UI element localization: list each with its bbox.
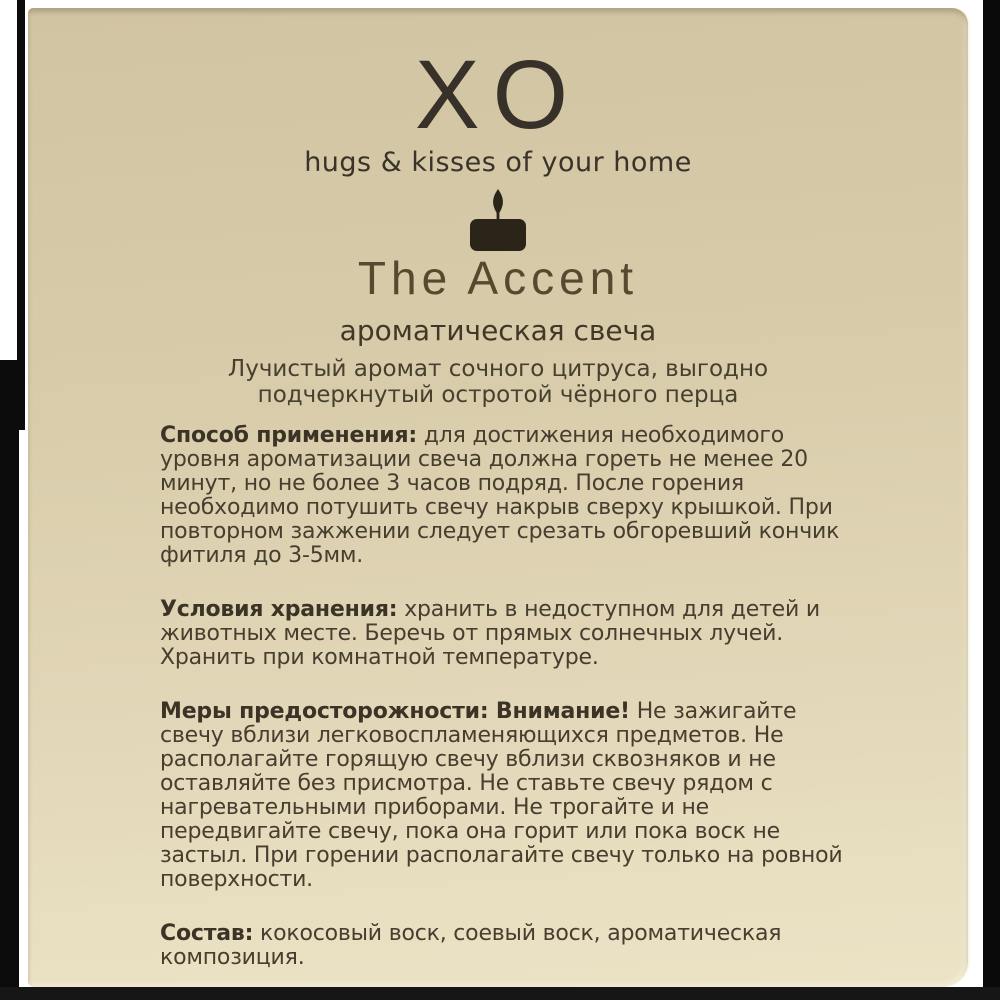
section-usage <box>160 424 852 568</box>
section-precautions <box>160 700 852 892</box>
backdrop-right-band <box>983 0 1000 1000</box>
product-name: The Accent <box>357 252 639 304</box>
info-sections <box>160 424 852 1000</box>
section-storage-text: хранить в недоступном для детей и животных месте. Беречь от прямых солнечных лучей. Хранить при комнатной температуре. <box>160 597 821 670</box>
product-description: Лучистый аромат сочного цитруса, выгодно подчеркнутый остротой чёрного перца <box>227 356 769 408</box>
section-composition-label: Состав: <box>160 921 254 946</box>
section-usage-label: Способ применения: <box>160 423 417 448</box>
section-storage-label: Условия хранения: <box>160 597 398 622</box>
section-usage-text: для достижения необходимого уровня ароматизации свеча должна гореть не менее 20 минут, но не более 3 часов подряд. После горения необходимо потушить свечу накрыв сверху крышкой. При повторном зажжении следует срезать обгоревший кончик фитиля до 3-5мм. <box>160 423 840 568</box>
brand-logo: XO <box>414 40 582 149</box>
section-composition-text: кокосовый воск, соевый воск, ароматическая композиция. <box>160 921 782 970</box>
candle-icon <box>28 188 968 256</box>
backdrop-left-band <box>0 360 19 1000</box>
section-precautions-label: Меры предосторожности: Внимание! <box>160 699 630 724</box>
candle-box-label <box>28 8 968 987</box>
brand-tagline: hugs & kisses of your home <box>304 147 692 178</box>
section-storage <box>160 598 852 670</box>
section-composition <box>160 922 852 970</box>
section-precautions-text: Не зажигайте свечу вблизи легковоспламеняющихся предметов. Не располагайте горящую свечу вблизи сквозняков и не оставляйте без присмотра. Не ставьте свечу рядом с нагревательными приборами. Не трогайте и не передвигайте свечу, пока она горит или пока воск не застыл. При горении располагайте свечу только на ровной поверхности. <box>160 699 843 892</box>
product-type: ароматическая свеча <box>339 314 657 347</box>
